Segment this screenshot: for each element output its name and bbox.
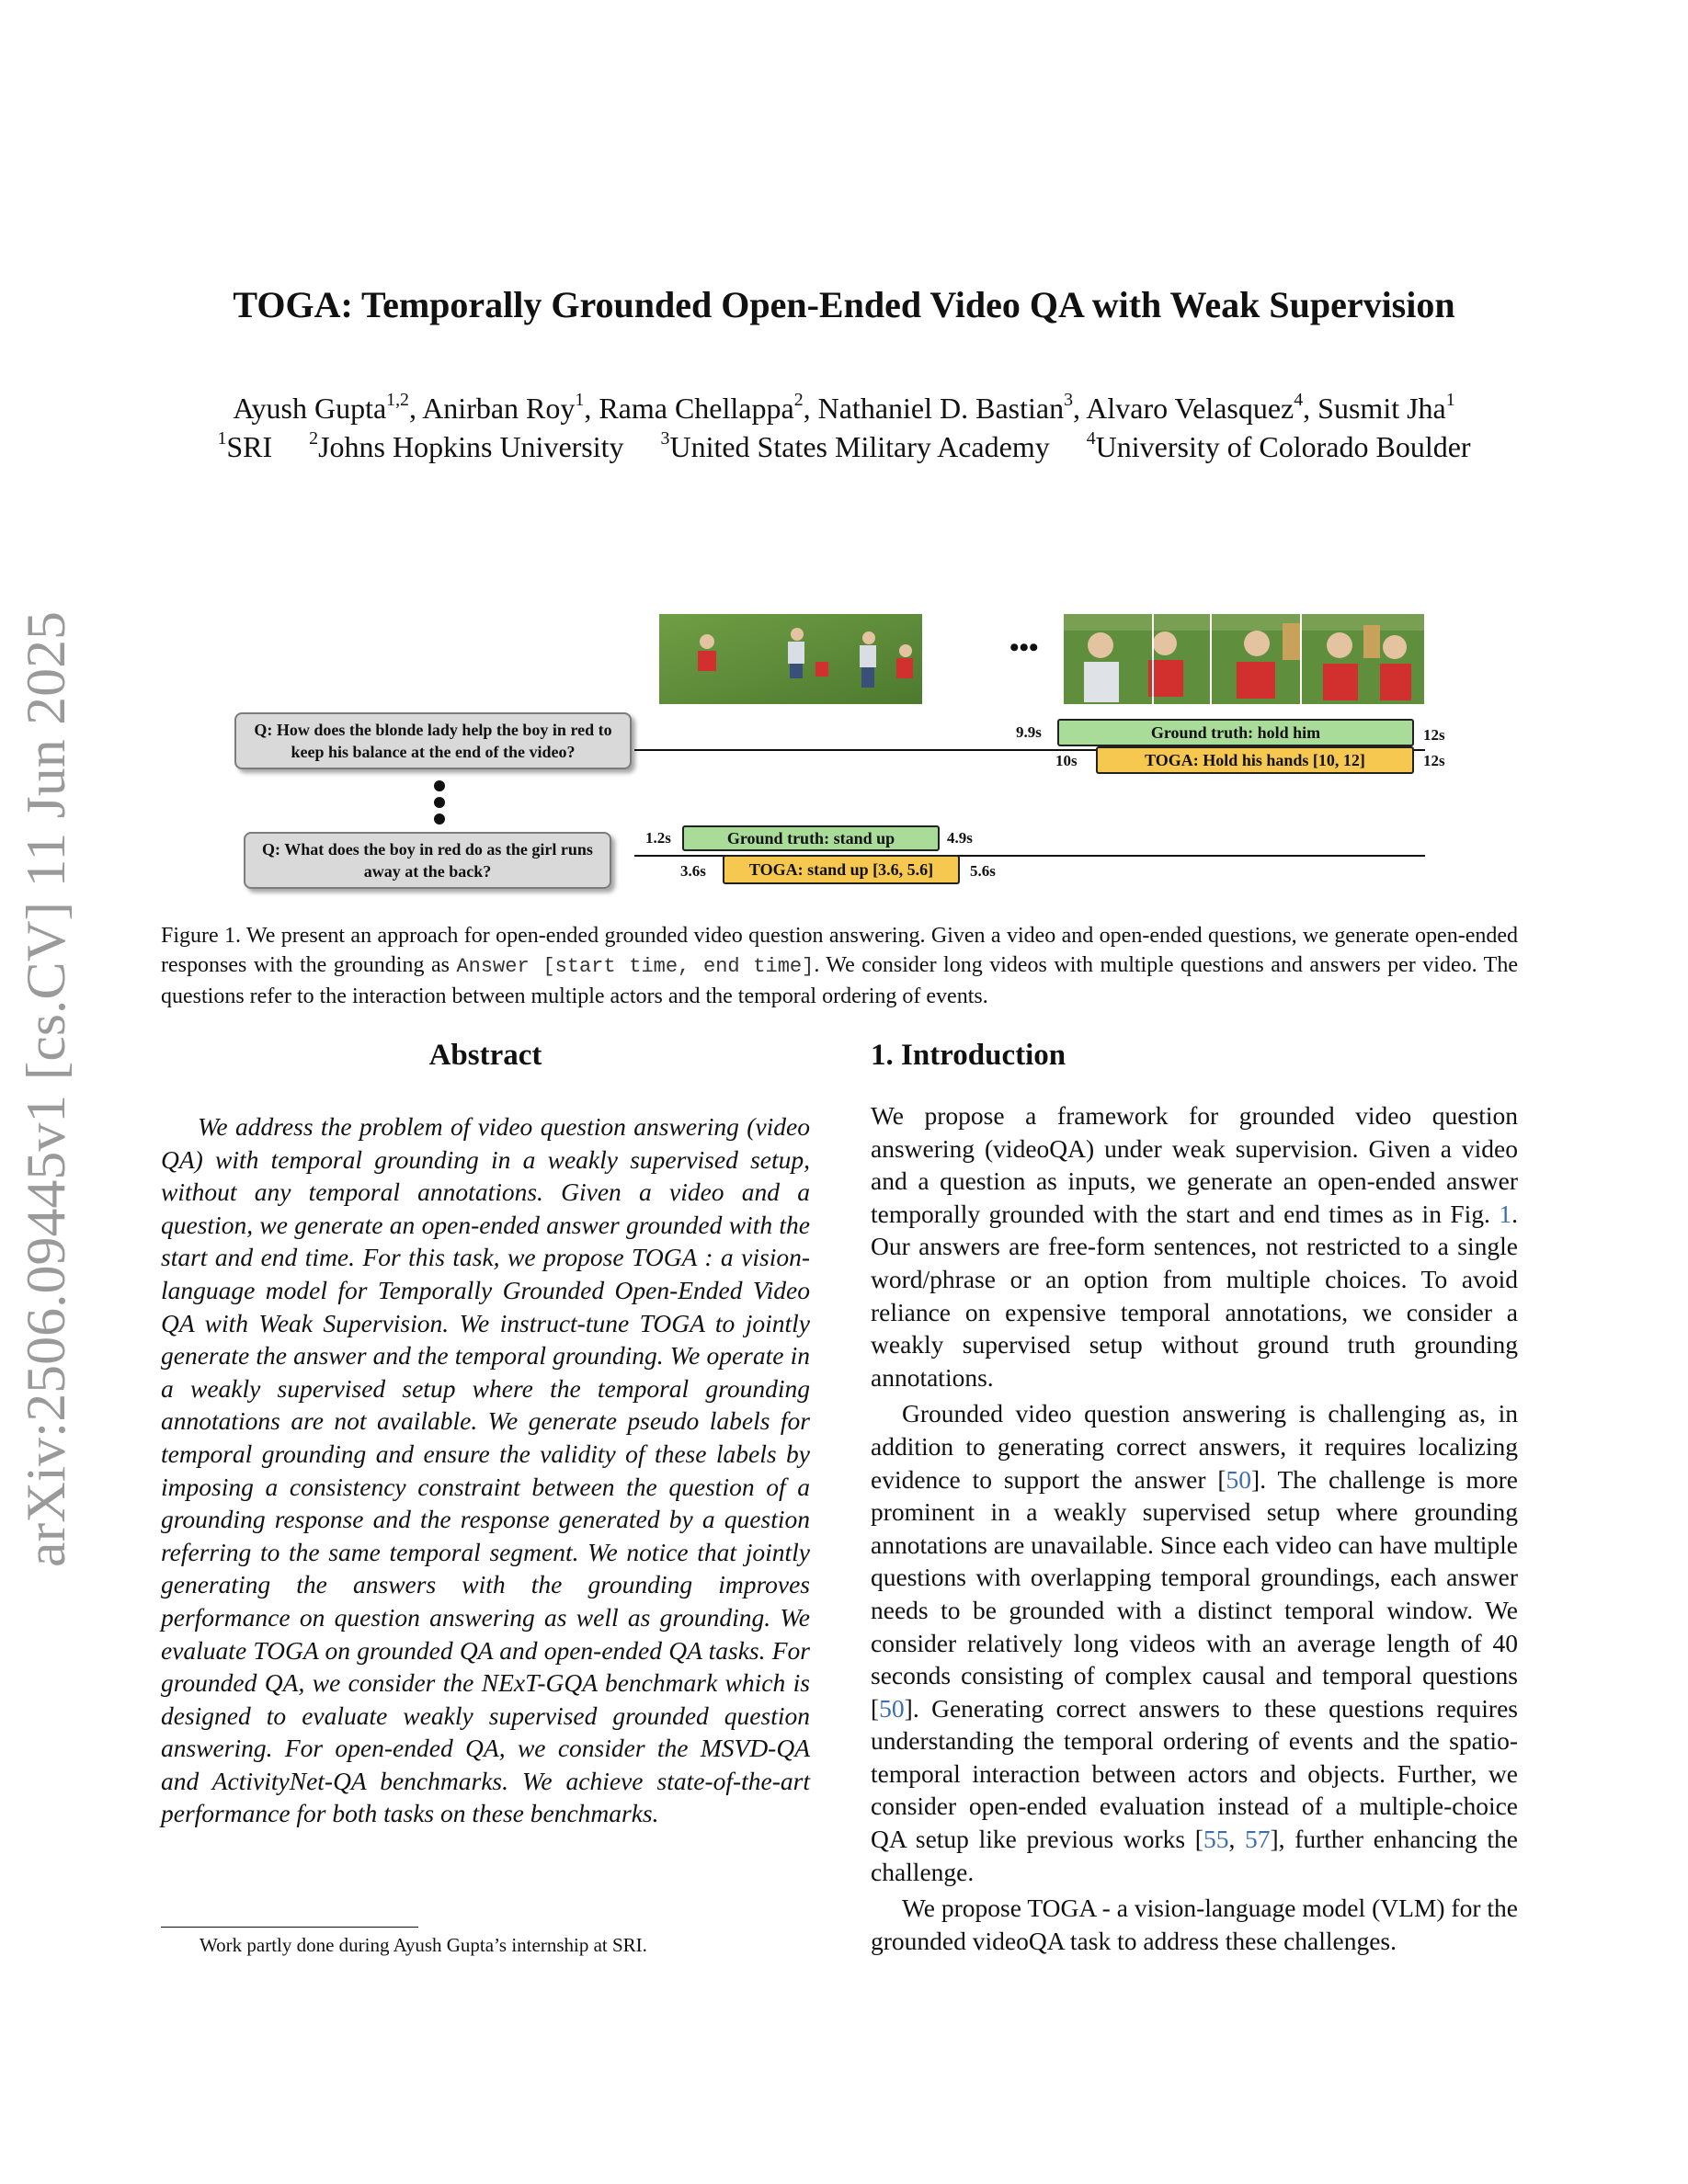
caption-text-1: Figure 1. We present an approach for open-ended grounded video question answering. Given a video and open-ended questions, we generate open-ended responses with the grounding as <box>161 924 1518 977</box>
q1-toga-bar: TOGA: Hold his hands [10, 12] <box>1096 746 1414 774</box>
author-name: Nathaniel D. Bastian <box>817 392 1065 425</box>
author-name: Ayush Gupta <box>233 392 387 425</box>
author-name: Alvaro Velasquez <box>1086 392 1295 425</box>
intro-paragraph-1 <box>871 1099 1518 1393</box>
author-affiliation-mark: 2 <box>793 390 804 411</box>
figure-caption <box>161 921 1518 1011</box>
author-affiliation-mark: 1 <box>575 390 585 411</box>
affiliation: $^2$Johns Hopkins University <box>309 428 624 463</box>
citation-link-57[interactable]: 57 <box>1245 1825 1271 1854</box>
intro-p2-text-a: Grounded video question answering is challenging as, in addition to generating correct answers, it requires localizing evidence to support the answer [ <box>871 1399 1518 1494</box>
author-name: Susmit Jha <box>1317 392 1446 425</box>
footnote-rule <box>161 1927 418 1928</box>
q2-ground-truth-bar: Ground truth: stand up <box>682 825 940 851</box>
vertical-ellipsis <box>432 779 447 825</box>
affiliation: $^3$United States Military Academy <box>660 428 1050 463</box>
figure-1 <box>211 607 1480 910</box>
author-affiliation-mark: 4 <box>1294 390 1304 411</box>
q2-gt-end: 4.9s <box>947 829 973 847</box>
arxiv-stamp <box>9 607 83 1572</box>
citation-link-50b[interactable]: 50 <box>879 1693 905 1723</box>
q2-gt-start: 1.2s <box>645 829 671 847</box>
introduction-heading: 1. Introduction <box>871 1039 1066 1072</box>
q1-gt-start: 9.9s <box>1016 723 1042 741</box>
figure-ref-link[interactable]: 1 <box>1499 1199 1512 1228</box>
author-list: Ayush Gupta$^{1,2}$, Anirban Roy$^1$, Rama Chellappa$^2$, Nathaniel D. Bastian$^3$, Alvaro Velasquez$^4$, Susmit Jha$^1$ <box>233 390 1455 425</box>
intro-paragraph-2 <box>871 1397 1518 1888</box>
frames-ellipsis: ••• <box>1009 632 1039 663</box>
affiliation-list <box>0 430 1688 464</box>
video-frames-early <box>659 614 922 704</box>
abstract-text: We address the problem of video question answering (video QA) with temporal grounding in a weakly supervised setup, without any temporal annotations. Given a video and a question, we generate an open-ended answer grounded with the start and end time. For this task, we propose TOGA : a vision-language model for Temporally Grounded Open-Ended Video QA with Weak Supervision. We instruct-tune TOGA to jointly generate the answer and the temporal grounding. We operate in a weakly supervised setup where the temporal grounding annotations are not available. We generate pseudo labels for temporal grounding and ensure the validity of these labels by imposing a consistency constraint between the question of a grounding response and the response generated by a question referring to the same temporal segment. We notice that jointly generating the answers with the grounding improves performance on question answering as well as grounding. We evaluate TOGA on grounded QA and open-ended QA tasks. For grounded QA, we consider the NExT-GQA benchmark which is designed to evaluate weakly supervised grounded question answering. For open-ended QA, we consider the MSVD-QA and ActivityNet-QA benchmarks. We achieve state-of-the-art performance for both tasks on these benchmarks. <box>161 1112 810 1828</box>
author-affiliation-mark: 1,2 <box>386 390 409 411</box>
author-name: Anirban Roy <box>422 392 576 425</box>
question-2-box: Q: What does the boy in red do as the girl runs away at the back? <box>244 832 611 889</box>
author-name: Rama Chellappa <box>599 392 794 425</box>
q1-toga-start: 10s <box>1055 752 1078 769</box>
video-frames-late <box>1064 614 1424 704</box>
q1-gt-end: 12s <box>1423 726 1445 744</box>
question-1-box: Q: How does the blonde lady help the boy in red to keep his balance at the end of the video? <box>234 712 632 769</box>
author-affiliation-mark: 3 <box>1064 390 1074 411</box>
citation-link-50[interactable]: 50 <box>1226 1464 1252 1494</box>
intro-p2-text-d: ], further enhancing the challenge. <box>871 1825 1518 1886</box>
q2-toga-bar: TOGA: stand up [3.6, 5.6] <box>723 855 960 884</box>
intro-paragraph-3: We propose TOGA - a vision-language model (VLM) for the grounded videoQA task to address these challenges. <box>871 1894 1518 1955</box>
q2-toga-end: 5.6s <box>970 862 996 880</box>
q1-toga-end: 12s <box>1423 752 1445 769</box>
intro-p1-text-b: . Our answers are free-form sentences, not restricted to a single word/phrase or an option from multiple choices. To avoid reliance on expensive temporal annotations, we consider a weakly supervised setup without ground truth grounding annotations. <box>871 1199 1518 1392</box>
affiliation: $^4$University of Colorado Boulder <box>1086 428 1471 463</box>
footnote: Work partly done during Ayush Gupta’s internship at SRI. <box>200 1934 647 1956</box>
intro-p1-text-a: We propose a framework for grounded video question answering (videoQA) under weak supervision. Given a video and a question as inputs, we generate an open-ended answer temporally grounded with the start and end times as in Fig. <box>871 1101 1518 1228</box>
arxiv-stamp-text: arXiv:2506.09445v1 [cs.CV] 11 Jun 2025 <box>16 641 76 1567</box>
abstract-heading: Abstract <box>428 1039 542 1072</box>
q2-toga-start: 3.6s <box>680 862 706 880</box>
citation-link-55[interactable]: 55 <box>1203 1825 1229 1854</box>
caption-code: Answer [start time, end time] <box>456 955 815 978</box>
caption-text-2: . We consider long videos with multiple questions and answers per video. The questions refer to the interaction between multiple actors and the temporal ordering of events. <box>161 953 1518 1008</box>
author-affiliation-mark: 1 <box>1445 390 1455 411</box>
intro-p2-text-c: ]. Generating correct answers to these questions requires understanding the temporal ordering of events and the spatio-temporal interaction between actors and objects. Further, we consider open-ended evaluation instead of a multiple-choice QA setup like previous works [ <box>871 1693 1518 1854</box>
q1-ground-truth-bar: Ground truth: hold him <box>1057 719 1414 746</box>
introduction-body <box>871 1099 1518 1961</box>
paper-title: TOGA: Temporally Grounded Open-Ended Video QA with Weak Supervision <box>233 284 1455 325</box>
citation-separator: , <box>1228 1825 1246 1854</box>
affiliation: $^1$SRI <box>217 428 273 463</box>
intro-p2-text-b: ]. The challenge is more prominent in a weakly supervised setup where grounding annotations are unavailable. Since each video can have multiple questions with overlapping temporal groundings, each answer needs to be grounded with a distinct temporal window. We consider relatively long videos with an average length of 40 seconds consisting of complex causal and temporal questions [ <box>871 1464 1518 1723</box>
